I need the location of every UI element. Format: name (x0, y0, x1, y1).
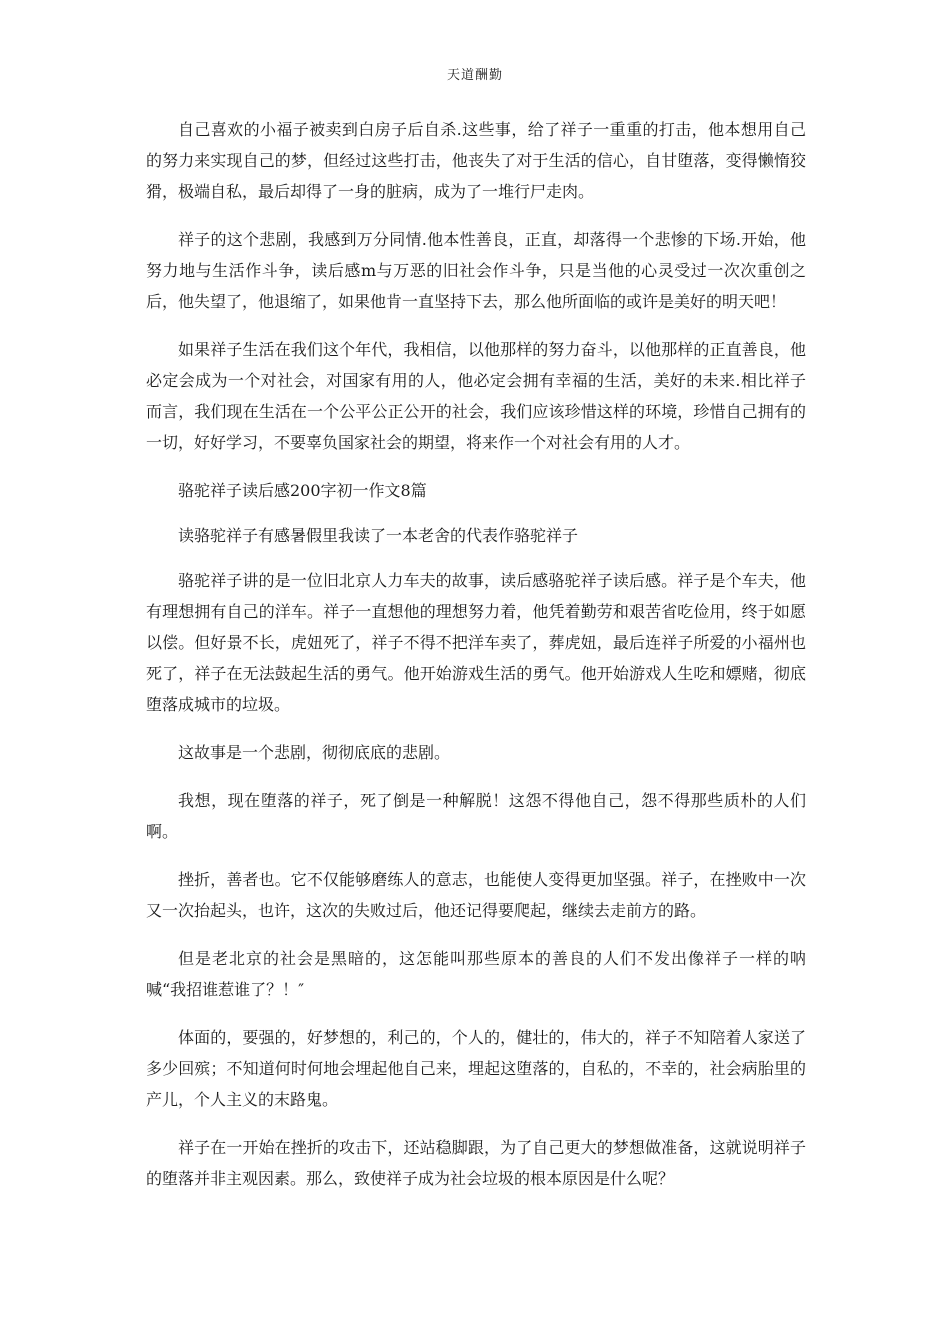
paragraph-3: 如果祥子生活在我们这个年代，我相信，以他那样的努力奋斗，以他那样的正直善良，他必定会成为一个对社会，对国家有用的人，他必定会拥有幸福的生活，美好的未来.相比祥子而言，我们现在生活在一个公平公正公开的社会，我们应该珍惜这样的环境，珍惜自己拥有的一切，好好学习，不要辜负国家社会的期望，将来作一个对社会有用的人才。 (146, 340, 806, 452)
paragraph-5: 这故事是一个悲剧，彻彻底底的悲剧。 (178, 743, 451, 762)
page-header: 天道酬勤 (446, 68, 503, 83)
paragraph-9: 体面的，要强的，好梦想的，利己的，个人的，健壮的，伟大的，祥子不知陪着人家送了多少回殡；不知道何时何地会埋起他自己来，埋起这堕落的，自私的，不幸的，社会病胎里的产儿，个人主义的末路鬼。 (146, 1028, 806, 1109)
paragraph-7: 挫折，善者也。它不仅能够磨练人的意志，也能使人变得更加坚强。祥子，在挫败中一次又一次抬起头，也许，这次的失败过后，他还记得要爬起，继续去走前方的路。 (146, 870, 806, 920)
subtitle-line: 读骆驼祥子有感暑假里我读了一本老舍的代表作骆驼祥子 (178, 526, 579, 545)
paragraph-10: 祥子在一开始在挫折的攻击下，还站稳脚跟，为了自己更大的梦想做准备，这就说明祥子的堕落并非主观因素。那么，致使祥子成为社会垃圾的根本原因是什么呢？ (146, 1138, 806, 1188)
paragraph-6: 我想，现在堕落的祥子，死了倒是一种解脱！这怨不得他自己，怨不得那些质朴的人们啊。 (146, 791, 806, 841)
paragraph-1: 自己喜欢的小福子被卖到白房子后自杀.这些事，给了祥子一重重的打击，他本想用自己的努力来实现自己的梦，但经过这些打击，他丧失了对于生活的信心，自甘堕落，变得懒惰狡猾，极端自私，最后却得了一身的脏病，成为了一堆行尸走肉。 (146, 120, 806, 201)
section-title: 骆驼祥子读后感200字初一作文8篇 (178, 481, 427, 500)
paragraph-8: 但是老北京的社会是黑暗的，这怎能叫那些原本的善良的人们不发出像祥子一样的呐喊“我招谁惹谁了？！″ (146, 949, 806, 999)
paragraph-2: 祥子的这个悲剧，我感到万分同情.他本性善良，正直，却落得一个悲惨的下场.开始，他努力地与生活作斗争，读后感m与万恶的旧社会作斗争，只是当他的心灵受过一次次重创之后，他失望了，他退缩了，如果他肯一直坚持下去，那么他所面临的或许是美好的明天吧！ (146, 230, 806, 311)
document-body (146, 114, 806, 1211)
paragraph-4: 骆驼祥子讲的是一位旧北京人力车夫的故事，读后感骆驼祥子读后感。祥子是个车夫，他有理想拥有自己的洋车。祥子一直想他的理想努力着，他凭着勤劳和艰苦省吃俭用，终于如愿以偿。但好景不长，虎妞死了，祥子不得不把洋车卖了，葬虎妞，最后连祥子所爱的小福州也死了，祥子在无法鼓起生活的勇气。他开始游戏生活的勇气。他开始游戏人生吃和嫖赌，彻底堕落成城市的垃圾。 (146, 571, 806, 714)
